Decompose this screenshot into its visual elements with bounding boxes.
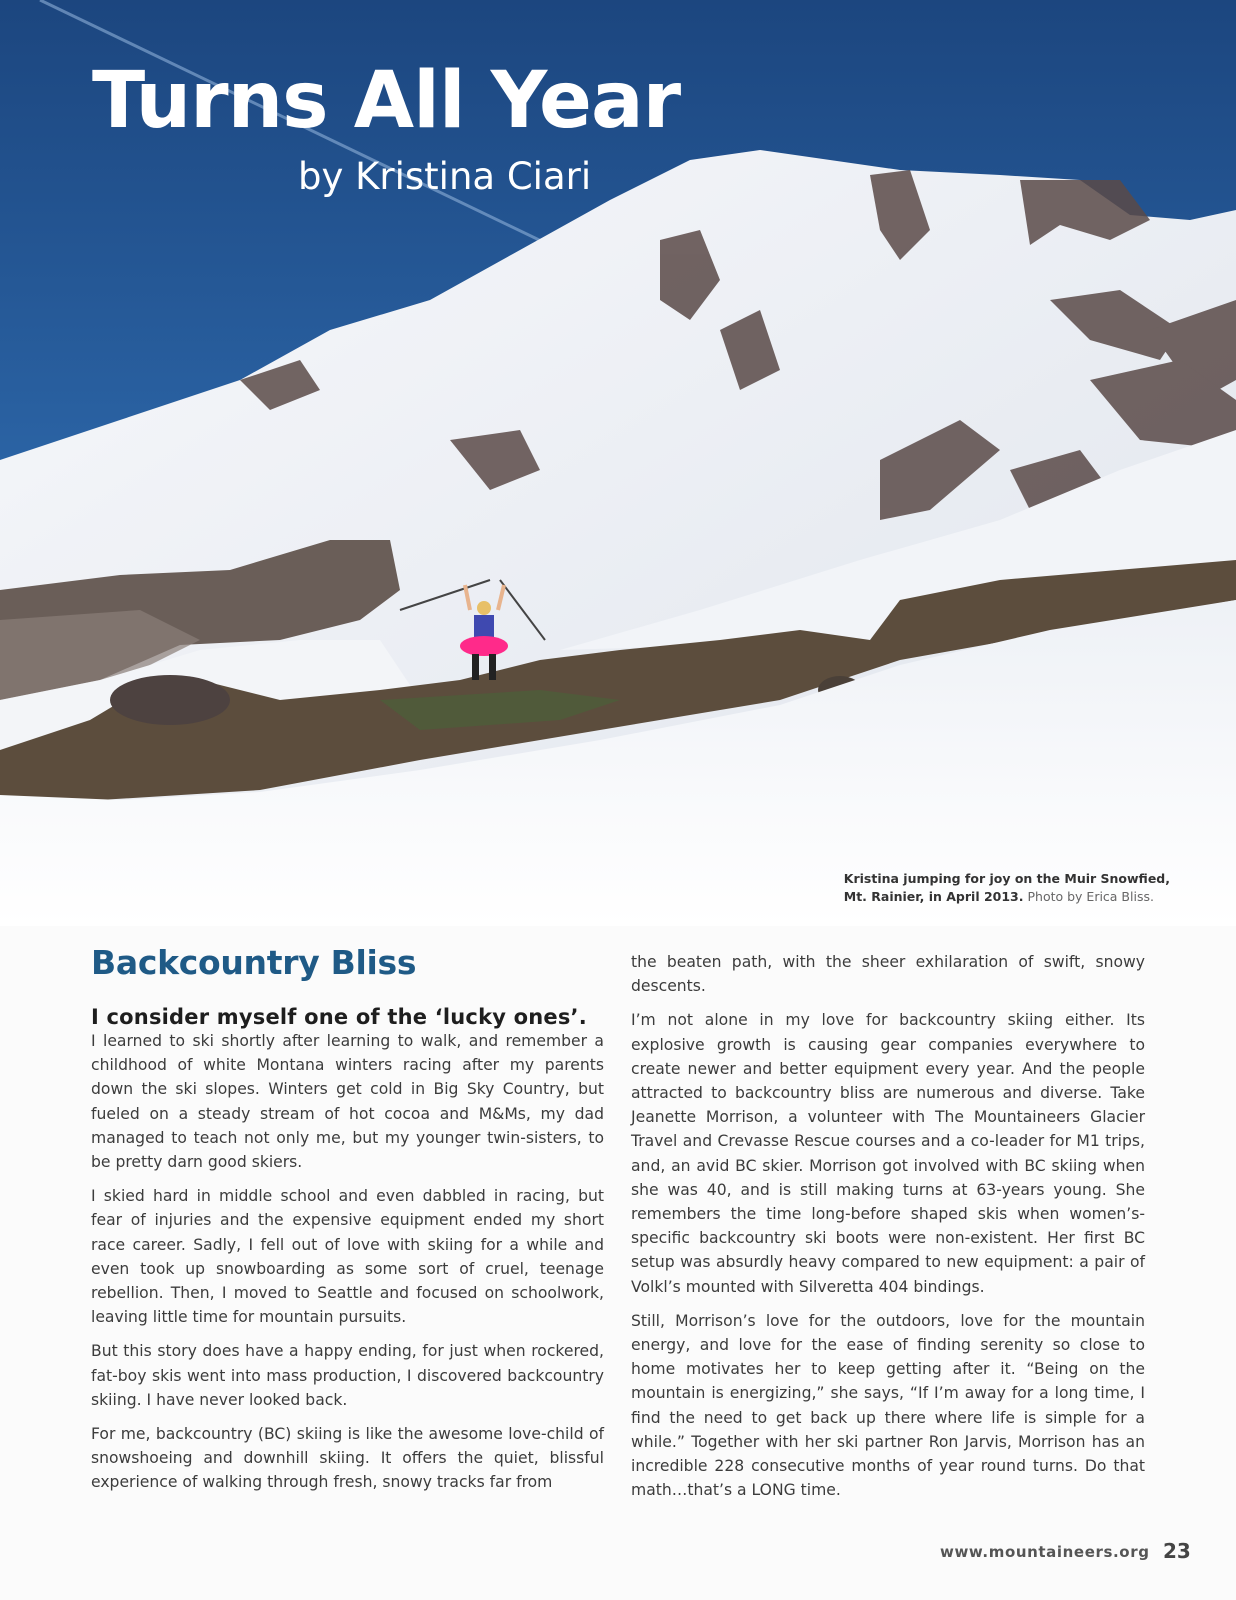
paragraph: But this story does have a happy ending, for just when rockered, fat-boy skis went into mass production, I discovered backcountry skiing. I have never looked back. — [91, 1342, 604, 1409]
paragraph: I skied hard in middle school and even dabbled in racing, but fear of injuries and the expensive equipment ended my short race career. Sadly, I fell out of love with skiing for a while and even took up snowboarding as some sort of cruel, teenage rebellion. Then, I moved to Seattle and focused on schoolwork, leaving little time for mountain pursuits. — [91, 1187, 604, 1327]
caption-line-1: Kristina jumping for joy on the Muir Snowfied, — [843, 871, 1170, 886]
paragraph: For me, backcountry (BC) skiing is like the awesome love-child of snowshoeing and downhill skiing. It offers the quiet, blissful experience of walking through fresh, snowy tracks far from — [91, 1425, 604, 1492]
page-number: 23 — [1163, 1539, 1191, 1563]
article-column-left — [91, 943, 604, 1505]
paragraph: I’m not alone in my love for backcountry skiing either. Its explosive growth is causing gear companies everywhere to create newer and better equipment every year. And the people attracted to backcountry bliss are numerous and diverse. Take Jeanette Morrison, a volunteer with The Mountaineers Glacier Travel and Crevasse Rescue courses and a co-leader for M1 trips, and, an avid BC skier. Morrison got involved with BC skiing when she was 40, and is still making turns at 63-years young. She remembers the time long-before shaped skis when women’s-specific backcountry ski boots were non-existent. Her first BC setup was absurdly heavy compared to new equipment: a pair of Volkl’s mounted with Silveretta 404 bindings. — [631, 1011, 1145, 1296]
caption-line-2: Mt. Rainier, in April 2013. — [843, 889, 1024, 904]
lead-sentence: I consider myself one of the ‘lucky ones’. — [91, 1005, 587, 1029]
article-column-right — [631, 950, 1145, 1512]
article-byline: by Kristina Ciari — [298, 155, 592, 198]
paragraph: Still, Morrison’s love for the outdoors, love for the mountain energy, and love for the ease of finding serenity so close to home motivates her to keep getting after it. “Being on the mountain is energizing,” she says, “If I’m away for a long time, I find the need to get back up there where life is simple for a while.” Together with her ski partner Ron Jarvis, Morrison has an incredible 228 consecutive months of year round turns. Do that math…that’s a LONG time. — [631, 1311, 1145, 1500]
article-title: Turns All Year — [92, 56, 681, 146]
footer-url: www.mountaineers.org — [940, 1543, 1150, 1561]
photo-caption — [844, 870, 1170, 906]
photo-credit: Photo by Erica Bliss. — [1027, 889, 1154, 904]
section-heading: Backcountry Bliss — [91, 943, 417, 982]
paragraph: I learned to ski shortly after learning to walk, and remember a childhood of white Montana winters racing after my parents down the ski slopes. Winters get cold in Big Sky Country, but fueled on a steady stream of hot cocoa and M&Ms, my dad managed to teach not only me, but my younger twin-sisters, to be pretty darn good skiers. — [91, 1032, 604, 1172]
paragraph: the beaten path, with the sheer exhilaration of swift, snowy descents. — [631, 953, 1145, 996]
